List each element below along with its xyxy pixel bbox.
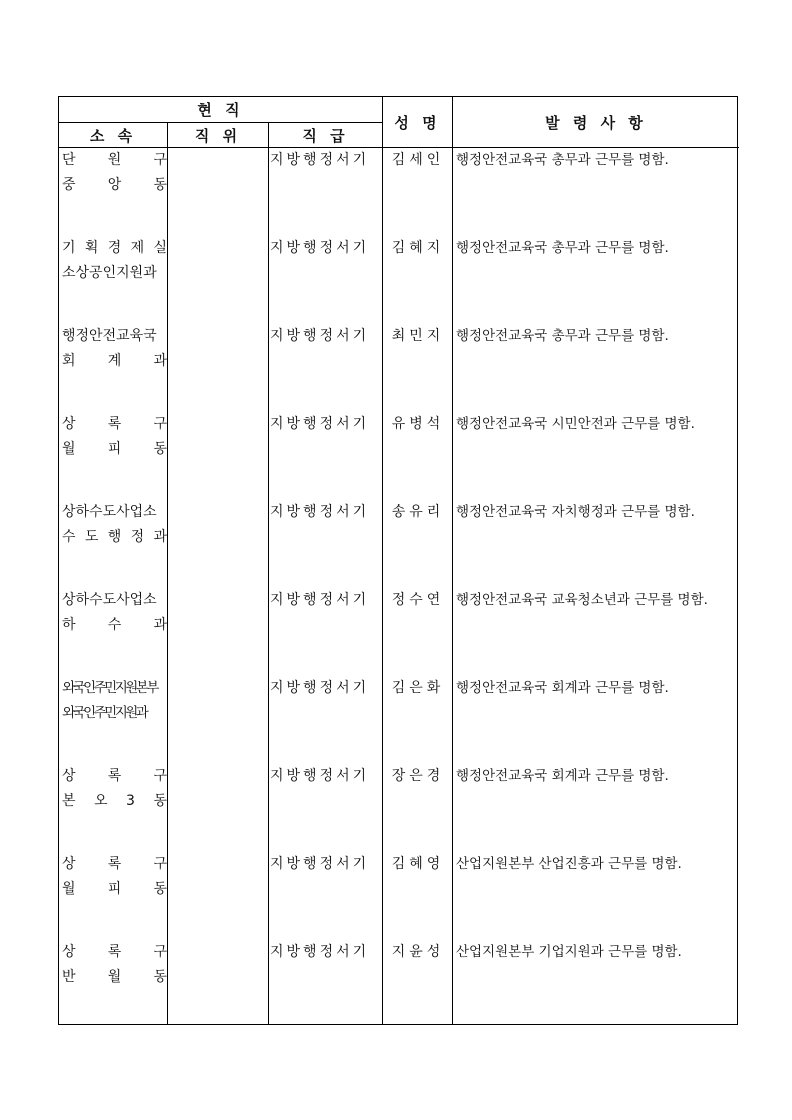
affiliation-text: 획: [84, 240, 99, 256]
name-cell: 지윤성: [391, 944, 445, 960]
affiliation-text: 소상공인지원과: [62, 265, 157, 281]
table-row: [59, 500, 739, 588]
affiliation-line-1: [62, 412, 167, 437]
order-cell: 산업지원본부 기업지원과 근무를 명함.: [456, 944, 682, 960]
affiliation-line-1: [62, 588, 167, 613]
order-cell: 행정안전교육국 회계과 근무를 명함.: [456, 680, 669, 696]
affiliation-text: 단: [62, 152, 76, 168]
affiliation-text: 3: [126, 793, 135, 809]
affiliation-line-1: [62, 764, 167, 789]
name-cell: 최민지: [391, 328, 445, 344]
order-cell: 행정안전교육국 총무과 근무를 명함.: [456, 240, 669, 256]
header-order: 발 령 사 항: [545, 113, 647, 132]
grade-cell: 지방행정서기: [270, 768, 370, 784]
affiliation-text: 록: [107, 416, 122, 432]
affiliation-text: 록: [107, 944, 122, 960]
affiliation-text: 제: [130, 240, 145, 256]
affiliation-text: 구: [153, 944, 167, 960]
table-row: [59, 852, 739, 940]
affiliation-text: 외국인주민지원본부: [62, 680, 157, 696]
affiliation-text: 록: [107, 856, 122, 872]
affiliation-cell: [62, 236, 167, 286]
affiliation-line-2: [62, 877, 167, 902]
affiliation-text: 도: [84, 529, 99, 545]
grade-cell: 지방행정서기: [270, 504, 370, 520]
affiliation-text: 본: [62, 793, 76, 809]
affiliation-line-2: [62, 701, 167, 726]
affiliation-text: 상: [62, 416, 76, 432]
grade-cell: 지방행정서기: [270, 680, 370, 696]
table-row: [59, 412, 739, 500]
order-cell: 산업지원본부 산업진흥과 근무를 명함.: [456, 856, 682, 872]
header-grade: 직 급: [302, 126, 349, 145]
affiliation-cell: [62, 500, 167, 550]
affiliation-line-1: [62, 852, 167, 877]
affiliation-line-2: [62, 437, 167, 462]
table-row: [59, 764, 739, 852]
order-cell: 행정안전교육국 교육청소년과 근무를 명함.: [456, 592, 708, 608]
table-row: [59, 940, 739, 1028]
affiliation-text: 하: [62, 617, 76, 633]
affiliation-cell: [62, 588, 167, 638]
affiliation-line-2: [62, 613, 167, 638]
affiliation-text: 동: [153, 177, 167, 193]
header-name: 성 명: [394, 113, 441, 132]
order-cell: 행정안전교육국 자치행정과 근무를 명함.: [456, 504, 695, 520]
affiliation-text: 외국인주민지원과: [62, 705, 147, 721]
affiliation-line-1: [62, 500, 167, 525]
header-current: 현 직: [197, 101, 244, 119]
affiliation-text: 동: [153, 969, 167, 985]
affiliation-line-1: [62, 236, 167, 261]
grade-cell: 지방행정서기: [270, 240, 370, 256]
name-cell: 송유리: [391, 504, 445, 520]
table-row: [59, 588, 739, 676]
affiliation-line-2: [62, 965, 167, 990]
affiliation-text: 기: [62, 240, 76, 256]
affiliation-text: 과: [153, 353, 167, 369]
affiliation-line-2: [62, 349, 167, 374]
affiliation-text: 반: [62, 969, 76, 985]
affiliation-text: 중: [62, 177, 76, 193]
affiliation-text: 피: [107, 881, 122, 897]
name-cell: 장은경: [391, 768, 445, 784]
order-cell: 행정안전교육국 회계과 근무를 명함.: [456, 768, 669, 784]
table-row: [59, 236, 739, 324]
affiliation-text: 과: [153, 529, 167, 545]
affiliation-text: 록: [107, 768, 122, 784]
affiliation-text: 원: [107, 152, 122, 168]
affiliation-text: 상하수도사업소: [62, 592, 157, 608]
name-cell: 김혜지: [391, 240, 445, 256]
affiliation-cell: [62, 852, 167, 902]
affiliation-text: 구: [153, 152, 167, 168]
affiliation-text: 상: [62, 856, 76, 872]
affiliation-line-1: [62, 676, 167, 701]
name-cell: 유병석: [391, 416, 445, 432]
grade-cell: 지방행정서기: [270, 856, 370, 872]
affiliation-cell: [62, 148, 167, 198]
affiliation-text: 상하수도사업소: [62, 504, 157, 520]
header-position: 직 위: [194, 126, 242, 145]
affiliation-cell: [62, 324, 167, 374]
order-cell: 행정안전교육국 총무과 근무를 명함.: [456, 328, 669, 344]
affiliation-text: 실: [153, 240, 167, 256]
affiliation-text: 경: [107, 240, 122, 256]
affiliation-text: 수: [107, 617, 122, 633]
affiliation-line-2: [62, 789, 167, 814]
affiliation-cell: [62, 412, 167, 462]
affiliation-text: 구: [153, 768, 167, 784]
grade-cell: 지방행정서기: [270, 152, 370, 168]
grade-cell: 지방행정서기: [270, 592, 370, 608]
affiliation-line-2: [62, 173, 167, 198]
affiliation-line-1: [62, 940, 167, 965]
affiliation-line-1: [62, 148, 167, 173]
affiliation-text: 앙: [107, 177, 122, 193]
affiliation-cell: [62, 940, 167, 990]
affiliation-text: 과: [153, 617, 167, 633]
personnel-order-table: [58, 96, 738, 1025]
affiliation-text: 행정안전교육국: [62, 328, 157, 344]
affiliation-text: 회: [62, 353, 76, 369]
affiliation-text: 월: [62, 441, 76, 457]
affiliation-text: 구: [153, 856, 167, 872]
affiliation-text: 오: [94, 793, 108, 809]
table-row: [59, 324, 739, 412]
affiliation-text: 동: [153, 441, 167, 457]
name-cell: 김은화: [391, 680, 445, 696]
affiliation-line-1: [62, 324, 167, 349]
affiliation-text: 상: [62, 944, 76, 960]
affiliation-text: 계: [107, 353, 122, 369]
affiliation-text: 구: [153, 416, 167, 432]
header-affiliation: 소 속: [89, 126, 137, 145]
affiliation-text: 피: [107, 441, 122, 457]
affiliation-line-2: [62, 525, 167, 550]
grade-cell: 지방행정서기: [270, 328, 370, 344]
affiliation-line-2: [62, 261, 167, 286]
affiliation-text: 월: [62, 881, 76, 897]
name-cell: 김세인: [391, 152, 445, 168]
affiliation-text: 동: [153, 881, 167, 897]
name-cell: 정수연: [391, 592, 445, 608]
affiliation-text: 정: [130, 529, 145, 545]
affiliation-text: 월: [107, 969, 122, 985]
affiliation-cell: [62, 676, 167, 726]
table-row: [59, 148, 739, 236]
affiliation-text: 동: [153, 793, 167, 809]
affiliation-text: 행: [107, 529, 122, 545]
grade-cell: 지방행정서기: [270, 416, 370, 432]
affiliation-text: 상: [62, 768, 76, 784]
order-cell: 행정안전교육국 총무과 근무를 명함.: [456, 152, 669, 168]
grade-cell: 지방행정서기: [270, 944, 370, 960]
affiliation-cell: [62, 764, 167, 814]
order-cell: 행정안전교육국 시민안전과 근무를 명함.: [456, 416, 695, 432]
name-cell: 김혜영: [391, 856, 445, 872]
table-row: [59, 676, 739, 764]
affiliation-text: 수: [62, 529, 76, 545]
